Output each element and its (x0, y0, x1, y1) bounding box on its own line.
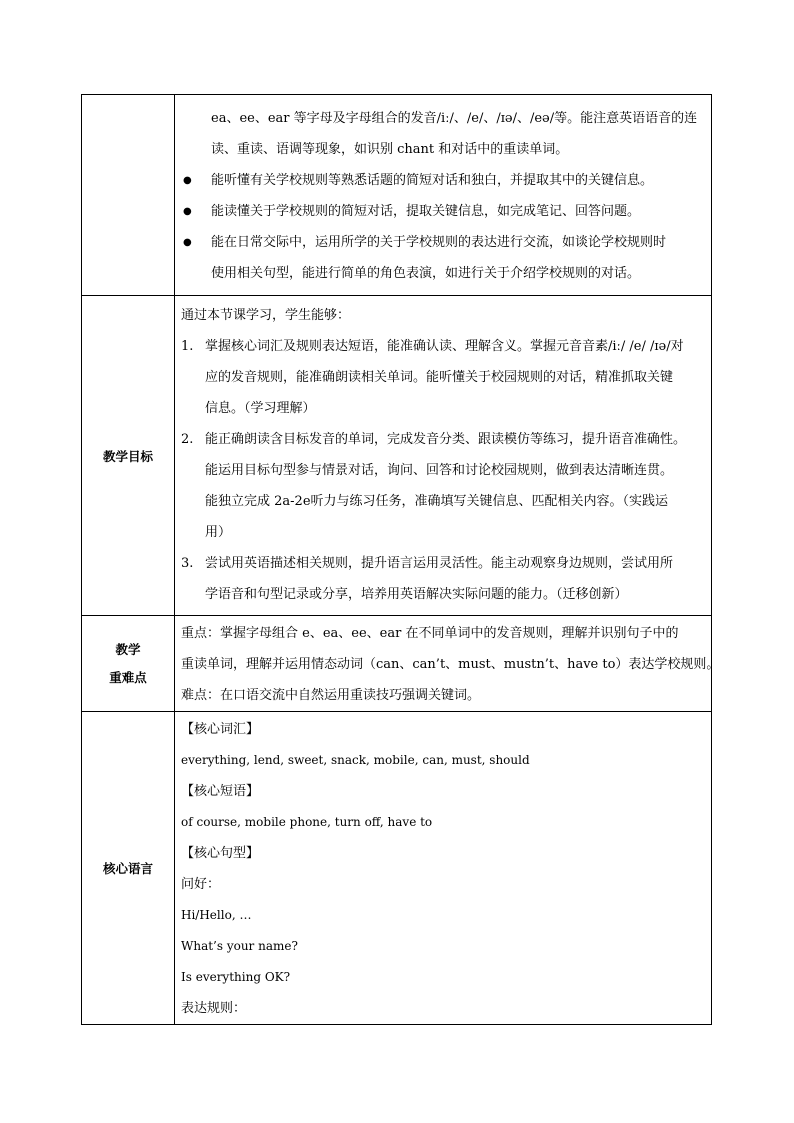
objectives-intro: 通过本节课学习，学生能够： (181, 308, 351, 323)
table-row-objectives (82, 296, 712, 616)
bullet-icon: ● (183, 237, 192, 248)
row-label-keypoints: 教学 重难点 (82, 616, 175, 712)
table-row-keypoints (82, 616, 712, 712)
bullet-icon: ● (183, 206, 192, 217)
keypoints-content: 重点：掌握字母组合 e、ea、ee、ear 在不同单词中的发音规则，理解并识别句子中的 重读单词，理解并运用情态动词（can、can’t、must、mustn’t、have to）表达学校规则。 难点：在口语交流中自然运用重读技巧强调关键词。 (175, 616, 712, 712)
row-label-empty (82, 95, 175, 296)
objective-item: 1. 掌握核心词汇及规则表达短语，能准确认读、理解含义。掌握元音音素/iː/ /e/ /ɪə/对 (181, 339, 684, 354)
objective-item: 2. 能正确朗读含目标发音的单词，完成发音分类、跟读模仿等练习，提升语音准确性。 (181, 432, 687, 447)
continued-line: ea、ee、ear 等字母及字母组合的发音/iː/、/e/、/ɪə/、/eə/等。能注意英语语音的连 (211, 111, 698, 126)
table-row-core-language (82, 712, 712, 1025)
bullet-item: ● 能在日常交际中，运用所学的关于学校规则的表达进行交流，如谈论学校规则时 (181, 227, 705, 258)
bullet-continued-line: 使用相关句型，能进行简单的角色表演，如进行关于介绍学校规则的对话。 (211, 266, 641, 281)
table-row-skills (82, 95, 712, 296)
continued-line: 读、重读、语调等现象，如识别 chant 和对话中的重读单词。 (211, 142, 569, 157)
core-language-content: 【核心词汇】 everything, lend, sweet, snack, mobile, can, must, should 【核心短语】 of course, mobile phone, turn off, have to 【核心句型】 问好： Hi/Hello, … What’s your name? Is everything OK? 表达规则： (175, 712, 712, 1025)
row-label-objectives: 教学目标 (82, 296, 175, 616)
skills-content (175, 95, 712, 296)
bullet-icon: ● (183, 175, 192, 186)
bullet-item: ● 能听懂有关学校规则等熟悉话题的简短对话和独白，并提取其中的关键信息。 (181, 165, 705, 196)
bullet-item: ● 能读懂关于学校规则的简短对话，提取关键信息，如完成笔记、回答问题。 (181, 196, 705, 227)
objectives-content: 通过本节课学习，学生能够： 1. 掌握核心词汇及规则表达短语，能准确认读、理解含义。掌握元音音素/iː/ /e/ /ɪə/对 应的发音规则，能准确朗读相关单词。能听懂关于校园规则的对话，精准抓取关键 信息。（学习理解） 2. 能正确朗读含目标发音的单词，完成发音分类、跟读模仿等练习，提升语音准确性。 能运用目标句型参与情景对话，询问、回答和讨论校园规则，做到表达清晰连贯。 能独立完成 2a-2e听力与练习任务，准确填写关键信息、匹配相关内容。（实践运 用） 3. 尝试用英语描述相关规则，提升语言运用灵活性。能主动观察身边规则，尝试用所 学语音和句型记录或分享，培养用英语解决实际问题的能力。（迁移创新） (175, 296, 712, 616)
objective-item: 3. 尝试用英语描述相关规则，提升语言运用灵活性。能主动观察身边规则，尝试用所 (181, 556, 674, 571)
row-label-core-language: 核心语言 (82, 712, 175, 1025)
lesson-plan-table (81, 94, 720, 1025)
